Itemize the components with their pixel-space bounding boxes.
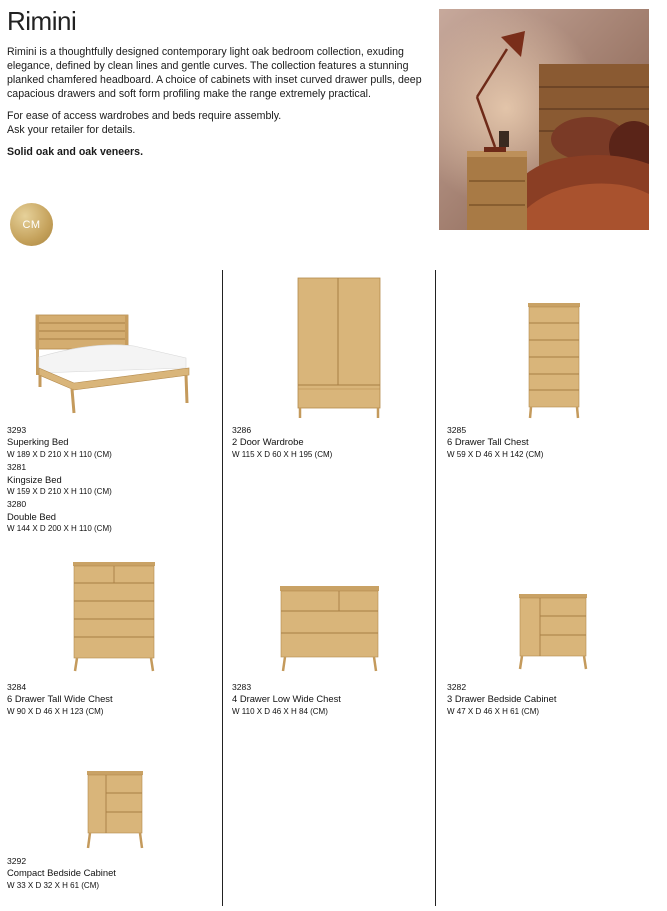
- wardrobe-product: [232, 424, 332, 461]
- product-name: 4 Drawer Low Wide Chest: [232, 693, 341, 705]
- product-code: 3281: [7, 462, 27, 473]
- product-name: Double Bed: [7, 510, 56, 522]
- compact-bedside-product: [7, 855, 116, 892]
- product-dims: W 90 X D 46 X H 123 (CM): [7, 706, 104, 716]
- product-name: 6 Drawer Tall Chest: [447, 436, 529, 448]
- page-title: Rimini: [7, 6, 77, 36]
- product-code: 3293: [7, 425, 27, 435]
- product-code: 3282: [447, 682, 467, 692]
- product-code: 3280: [7, 499, 27, 510]
- product-dims: W 47 X D 46 X H 61 (CM): [447, 706, 540, 716]
- low-wide-chest-product: [232, 681, 341, 718]
- unit-badge: [10, 203, 53, 246]
- product-dims: W 59 X D 46 X H 142 (CM): [447, 449, 544, 459]
- product-name: Compact Bedside Cabinet: [7, 867, 116, 879]
- column-divider-2: [435, 270, 436, 906]
- retailer-note: Ask your retailer for details.: [7, 124, 136, 136]
- bedside-3-drawer-image: [518, 593, 588, 676]
- material-note: Solid oak and oak veneers.: [7, 146, 144, 158]
- tall-chest-product: [447, 424, 543, 461]
- product-name: Kingsize Bed: [7, 473, 62, 485]
- assembly-note: For ease of access wardrobes and beds require assembly.: [7, 110, 282, 122]
- unit-badge-label: CM: [22, 218, 41, 231]
- product-code: 3285: [447, 425, 467, 435]
- product-dims: W 110 X D 46 X H 84 (CM): [232, 706, 328, 716]
- product-dims: W 159 X D 210 X H 110 (CM): [7, 487, 112, 497]
- product-name: 2 Door Wardrobe: [232, 436, 304, 448]
- low-wide-chest-image: [279, 585, 380, 678]
- hero-illustration: [439, 9, 649, 230]
- product-dims: W 144 X D 200 X H 110 (CM): [7, 524, 112, 534]
- product-dims: W 189 X D 210 X H 110 (CM): [7, 449, 112, 459]
- intro-paragraph-1: Rimini is a thoughtfully designed contemporary light oak bedroom collection, exuding elegance, defined by clean lines and gentle curves. The collection features a stunning planked chamfered headboard. A choice of cabinets with inset curved drawer pulls, deep capacious drawers and soft form profiling make the range extremely practical.: [7, 46, 422, 100]
- tall-wide-chest-image: [72, 561, 156, 678]
- intro-text: [7, 45, 422, 167]
- product-name: Superking Bed: [7, 436, 69, 448]
- product-name: 3 Drawer Bedside Cabinet: [447, 693, 557, 705]
- bed-product-group: [7, 424, 112, 536]
- hero-bedroom-image: [439, 9, 649, 230]
- compact-bedside-image: [86, 770, 144, 855]
- product-dims: W 115 X D 60 X H 195 (CM): [232, 449, 333, 459]
- product-code: 3292: [7, 856, 27, 866]
- product-code: 3286: [232, 425, 252, 435]
- bedside-3-drawer-product: [447, 681, 556, 718]
- bed-image: [34, 313, 192, 420]
- product-dims: W 33 X D 32 X H 61 (CM): [7, 880, 100, 890]
- tall-wide-chest-product: [7, 681, 113, 718]
- product-code: 3284: [7, 682, 27, 692]
- product-code: 3283: [232, 682, 252, 692]
- column-divider-1: [222, 270, 223, 906]
- product-name: 6 Drawer Tall Wide Chest: [7, 693, 113, 705]
- intro-paragraph-2: [7, 109, 422, 137]
- tall-chest-image: [527, 302, 581, 425]
- wardrobe-image: [296, 277, 382, 424]
